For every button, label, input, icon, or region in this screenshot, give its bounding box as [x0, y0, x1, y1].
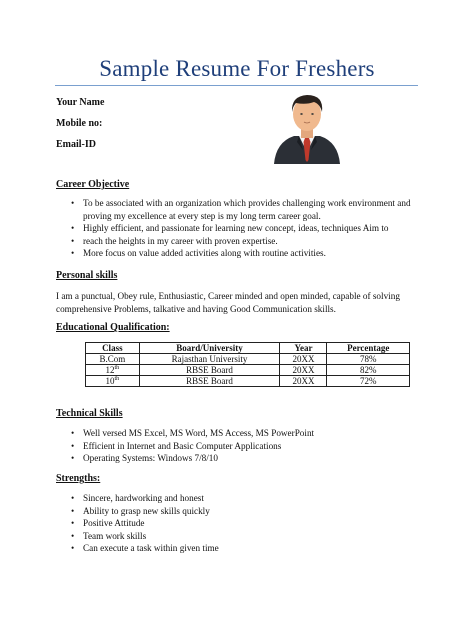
column-header: Board/University [139, 343, 280, 354]
list-item: • Efficient in Internet and Basic Computer Applications [56, 440, 416, 453]
list-item: • Can execute a task within given time [56, 542, 416, 555]
table-cell-year: 20XX [280, 376, 327, 387]
field-your-name: Your Name [56, 97, 105, 108]
strengths-list [56, 492, 416, 555]
list-item: • Sincere, hardworking and honest [56, 492, 416, 505]
education-heading: Educational Qualification: [56, 322, 170, 333]
list-item: • More focus on value added activities along with routine activities. [56, 247, 416, 260]
list-item: • Well versed MS Excel, MS Word, MS Access, MS PowerPoint [56, 427, 416, 440]
table-cell-class: 12th [86, 365, 140, 376]
page-title: Sample Resume For Freshers [99, 56, 375, 81]
table-cell-board: RBSE Board [139, 376, 280, 387]
table-cell-board: Rajasthan University [139, 354, 280, 365]
list-item: • Positive Attitude [56, 517, 416, 530]
profile-avatar-icon [272, 90, 342, 164]
table-cell-percentage: 72% [327, 376, 410, 387]
personal-skills-heading: Personal skills [56, 270, 118, 281]
table-row [86, 365, 410, 376]
table-cell-class: B.Com [86, 354, 140, 365]
career-objective-heading: Career Objective [56, 179, 130, 190]
field-email: Email-ID [56, 139, 96, 150]
column-header: Class [86, 343, 140, 354]
list-item: • To be associated with an organization which provides challenging work environment and proving my excellence at every step is my long term career goal. [56, 197, 416, 222]
list-item: • Ability to grasp new skills quickly [56, 505, 416, 518]
table-cell-percentage: 78% [327, 354, 410, 365]
table-cell-year: 20XX [280, 354, 327, 365]
list-item: • Team work skills [56, 530, 416, 543]
technical-skills-heading: Technical Skills [56, 408, 123, 419]
technical-skills-list [56, 427, 416, 465]
table-cell-class: 10th [86, 376, 140, 387]
strengths-heading: Strengths: [56, 473, 101, 484]
career-objective-list [56, 197, 416, 260]
field-mobile: Mobile no: [56, 118, 103, 129]
personal-skills-text: I am a punctual, Obey rule, Enthusiastic, Career minded and open minded, capable of solving comprehensive Problems, talkative and having Good Communication skills. [56, 291, 400, 314]
table-row [86, 376, 410, 387]
list-item: • reach the heights in my career with proven expertise. [56, 235, 416, 248]
table-header-row [86, 343, 410, 354]
education-table [85, 342, 410, 387]
column-header: Percentage [327, 343, 410, 354]
list-item: • Highly efficient, and passionate for learning new concept, ideas, techniques Aim to [56, 222, 416, 235]
column-header: Year [280, 343, 327, 354]
list-item: • Operating Systems: Windows 7/8/10 [56, 452, 416, 465]
table-cell-board: RBSE Board [139, 365, 280, 376]
title-divider [55, 85, 418, 86]
table-cell-percentage: 82% [327, 365, 410, 376]
table-cell-year: 20XX [280, 365, 327, 376]
table-row [86, 354, 410, 365]
